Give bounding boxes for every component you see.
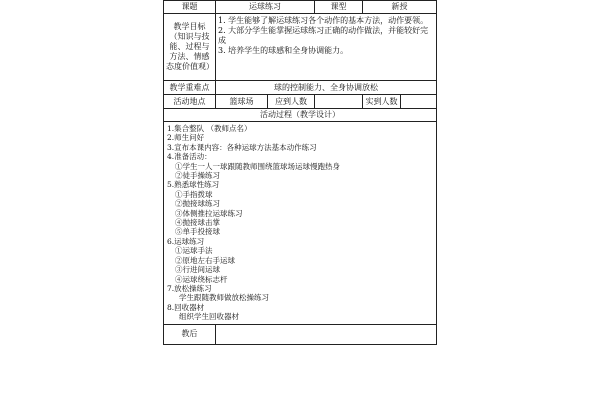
process-substep: ④运球绕标志杆	[175, 274, 228, 284]
process-step: 5.熟悉球性练习	[167, 180, 220, 190]
process-substep: ⑤单手投接球	[175, 227, 220, 237]
process-content	[164, 122, 437, 325]
process-substep: ③体侧推拉运球练习	[175, 208, 243, 218]
process-substep: ②原地左右手运球	[175, 255, 235, 265]
process-title: 活动过程（教学设计）	[164, 109, 437, 122]
expected-label: 应到人数	[268, 95, 315, 109]
key-points-label: 教学重难点	[164, 81, 216, 95]
objectives-row	[164, 14, 437, 81]
process-substep: ①运球手法	[175, 246, 213, 256]
process-substep: ②徒手操练习	[175, 171, 220, 181]
objectives-label: 教学目标（知识与技能、过程与方法、情感态度价值观）	[164, 14, 216, 81]
process-step: 8.回收器材	[167, 302, 205, 312]
place-label: 活动地点	[164, 95, 216, 109]
process-substep: ①学生一人一球跟随教师围绕篮球场运球慢跑热身	[175, 161, 340, 171]
after-row	[164, 324, 437, 344]
process-step: 7.放松操练习	[167, 283, 212, 293]
type-label: 课型	[315, 1, 363, 14]
process-step: 3.宣布本课内容：各种运球方法基本动作练习	[167, 142, 317, 152]
lesson-plan-table	[163, 0, 437, 345]
expected-value	[315, 95, 363, 109]
process-substep: ④抛接球击掌	[175, 218, 220, 228]
header-row	[164, 1, 437, 14]
process-step: 2.师生问好	[167, 133, 205, 143]
type-value: 新授	[363, 1, 437, 14]
after-value	[216, 324, 437, 344]
process-step: 4.准备活动：	[167, 152, 212, 162]
process-title-row	[164, 109, 437, 122]
process-substep: 组织学生回收器材	[179, 312, 239, 322]
objective-item: 2. 大部分学生能掌握运球练习正确的动作做法，并能较好完成	[218, 26, 429, 45]
lesson-value: 运球练习	[216, 1, 315, 14]
process-body-row	[164, 122, 437, 325]
process-substep: ③行进间运球	[175, 265, 220, 275]
lesson-label: 课题	[164, 1, 216, 14]
after-label: 教后	[164, 324, 216, 344]
objective-item: 1. 学生能够了解运球练习各个动作的基本方法，动作要领。	[218, 16, 429, 25]
actual-value	[401, 95, 437, 109]
process-substep: ②抛接球练习	[175, 199, 220, 209]
objective-item: 3. 培养学生的球感和全身协调能力。	[218, 46, 349, 55]
process-substep: 学生跟随教师做放松操练习	[179, 293, 269, 303]
venue-row	[164, 95, 437, 109]
actual-label: 实到人数	[363, 95, 401, 109]
objectives-content	[216, 14, 437, 81]
process-substep: ①手指拨球	[175, 189, 213, 199]
place-value: 篮球场	[216, 95, 268, 109]
process-step: 1.集合整队 （教师点名）	[167, 124, 252, 133]
process-step: 6.运球练习	[167, 236, 205, 246]
key-points-row	[164, 81, 437, 95]
key-points-value: 球的控制能力、全身协调放松	[216, 81, 437, 95]
